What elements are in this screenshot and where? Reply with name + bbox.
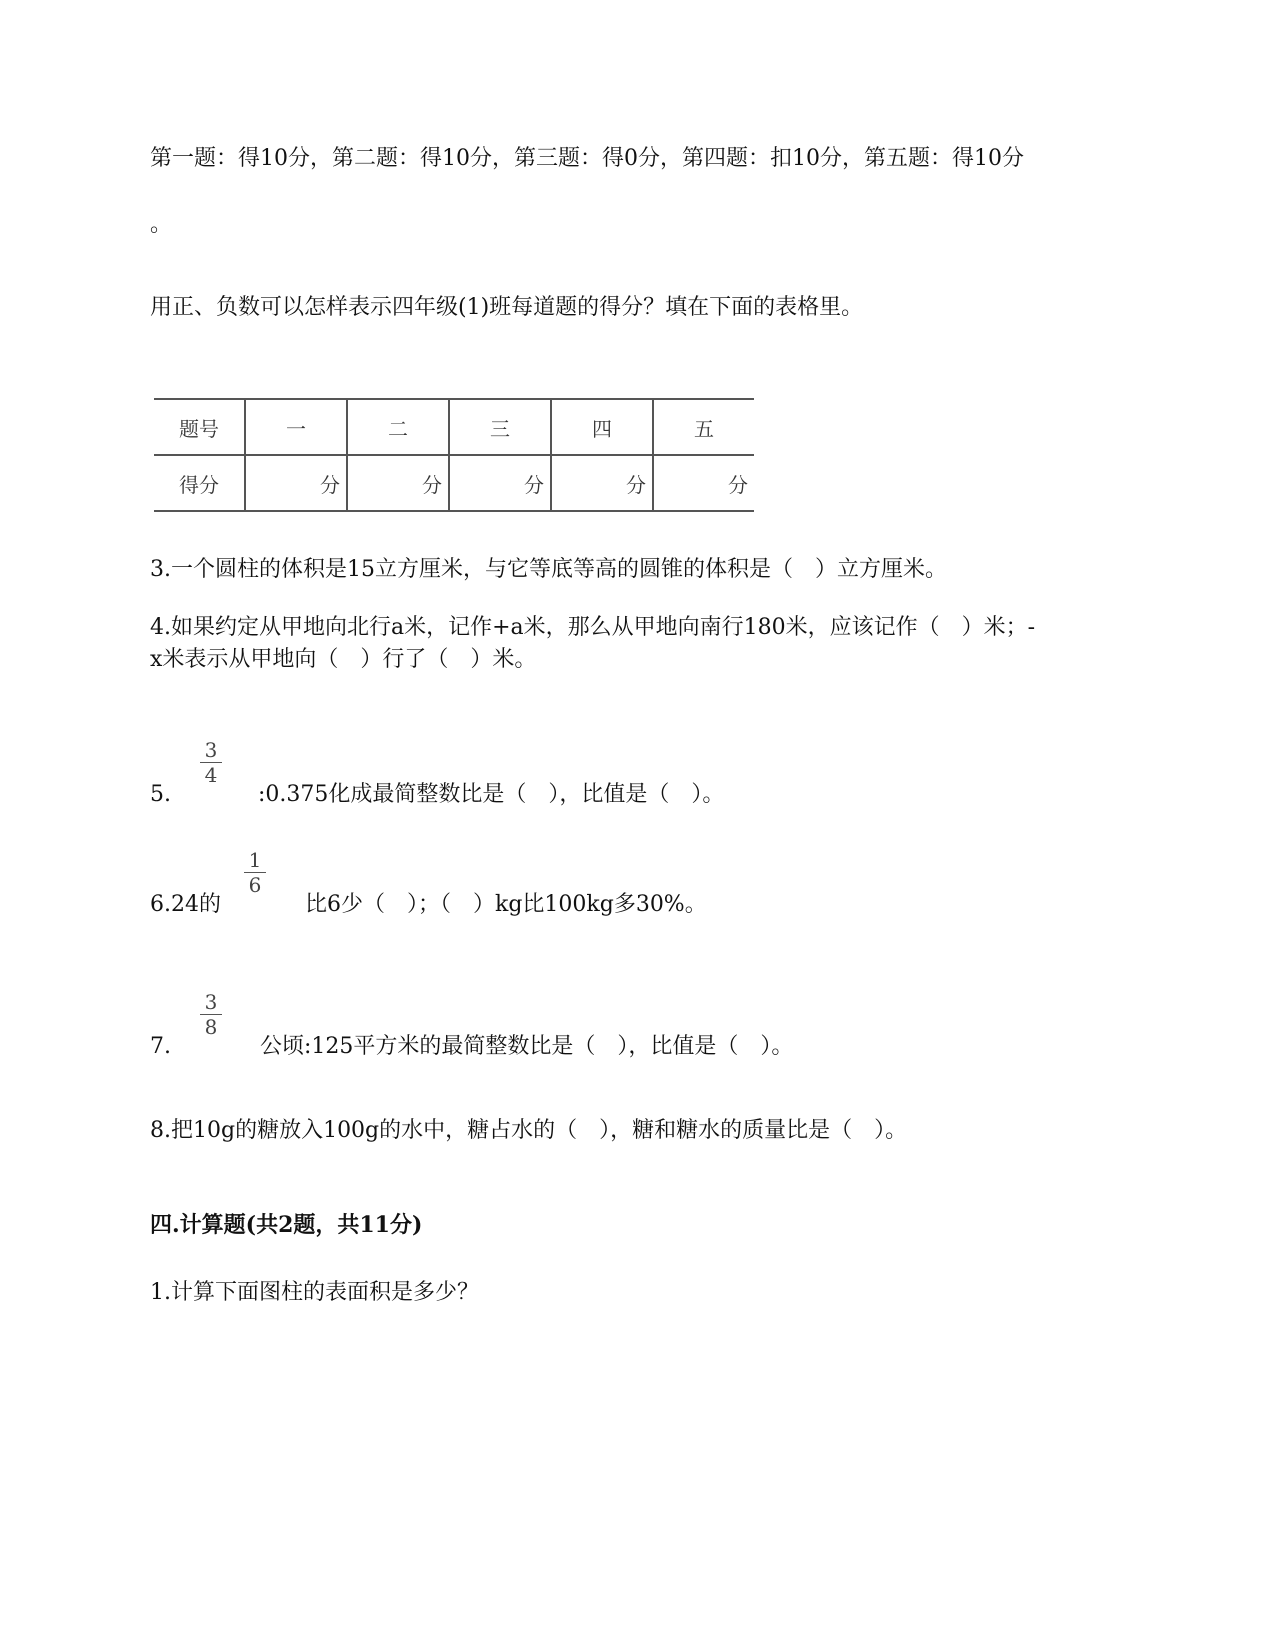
- table-row-label: 得分: [154, 455, 245, 511]
- section-4-title: 四.计算题(共2题，共11分): [150, 1212, 423, 1238]
- question-5-text: :0.375化成最简整数比是（ ），比值是（ ）。: [258, 782, 725, 807]
- calc-question-1: 1.计算下面图柱的表面积是多少？: [150, 1280, 479, 1305]
- question-8: 8.把10g的糖放入100g的水中，糖占水的（ ），糖和糖水的质量比是（ ）。: [150, 1118, 908, 1143]
- question-5-number: 5.: [150, 782, 171, 807]
- fraction-numerator: 3: [204, 738, 218, 762]
- table-header-cell: 二: [347, 399, 449, 455]
- table-score-cell: 分: [653, 455, 754, 511]
- table-row-label: 题号: [154, 399, 245, 455]
- score-table-header-row: [154, 399, 754, 455]
- table-header-cell: 五: [653, 399, 754, 455]
- question-7-text: 公顷:125平方米的最简整数比是（ ），比值是（ ）。: [260, 1034, 794, 1059]
- fraction-denominator: 6: [248, 873, 262, 897]
- question-3: 3.一个圆柱的体积是15立方厘米，与它等底等高的圆锥的体积是（ ）立方厘米。: [150, 557, 947, 582]
- fraction-q5: [198, 738, 224, 787]
- question-4-line-2: x米表示从甲地向（ ）行了（ ）米。: [150, 647, 537, 672]
- question-6-prefix: 6.24的: [150, 892, 221, 917]
- fraction-q7: [198, 990, 224, 1039]
- scores-intro: 第一题：得10分，第二题：得10分，第三题：得0分，第四题：扣10分，第五题：得10分: [150, 146, 1024, 171]
- fraction-q6: [242, 848, 268, 897]
- fraction-denominator: 8: [204, 1015, 218, 1039]
- table-score-cell: 分: [449, 455, 551, 511]
- table-header-cell: 三: [449, 399, 551, 455]
- table-header-cell: 一: [245, 399, 347, 455]
- question-7-number: 7.: [150, 1034, 171, 1059]
- question-6-text: 比6少（ ）；（ ）kg比100kg多30%。: [305, 892, 707, 917]
- fraction-numerator: 1: [248, 848, 262, 872]
- score-table-score-row: [154, 455, 754, 511]
- score-table: [154, 398, 754, 512]
- period-line: 。: [150, 212, 173, 237]
- table-score-cell: 分: [551, 455, 653, 511]
- fraction-numerator: 3: [204, 990, 218, 1014]
- table-score-cell: 分: [245, 455, 347, 511]
- table-header-cell: 四: [551, 399, 653, 455]
- question-prompt: 用正、负数可以怎样表示四年级(1)班每道题的得分？填在下面的表格里。: [150, 295, 864, 320]
- question-4-line-1: 4.如果约定从甲地向北行a米，记作+a米，那么从甲地向南行180米，应该记作（ ）米；-: [150, 615, 1036, 640]
- table-score-cell: 分: [347, 455, 449, 511]
- fraction-denominator: 4: [204, 763, 218, 787]
